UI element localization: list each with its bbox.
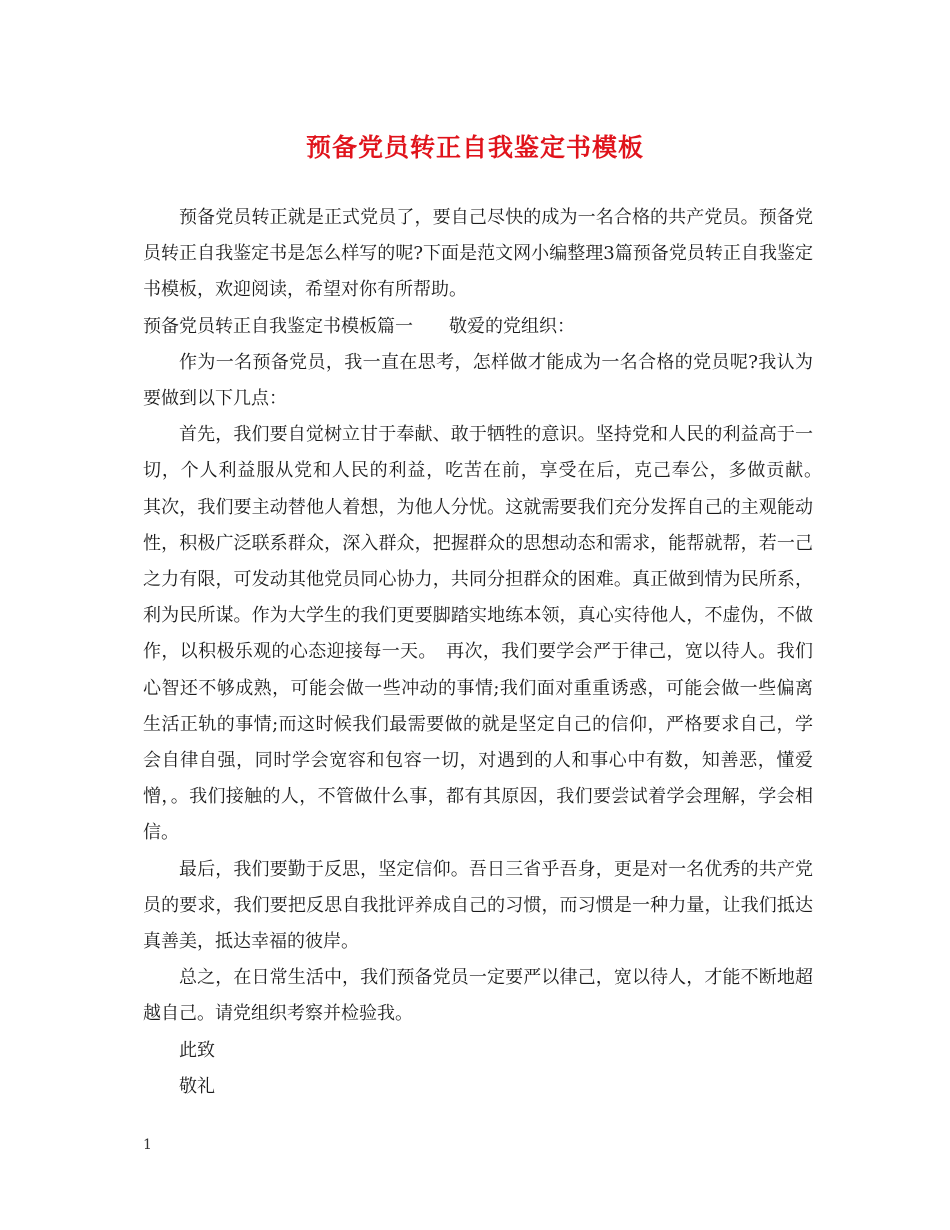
closing-line-1: 此致: [179, 1039, 215, 1061]
document-title: 预备党员转正自我鉴定书模板: [305, 133, 644, 162]
body-paragraph: 首先，我们要自觉树立甘于奉献、敢于牺牲的意识。坚持党和人民的利益高于一切，个人利益服从党和人民的利益，吃苦在前，享受在后，克己奉公，多做贡献。 其次，我们要主动替他人着想，为他人分忧。这就需要我们充分发挥自己的主观能动性，积极广泛联系群众，深入群众，把握群众的思想动态和需求，能帮就帮，若一己之力有限，可发动其他党员同心协力，共同分担群众的困难。真正做到情为民所系，利为民所谋。作为大学生的我们更要脚踏实地练本领，真心实待他人，不虚伪，不做作，以积极乐观的心态迎接每一天。 再次，我们要学会严于律己，宽以待人。我们心智还不够成熟，可能会做一些冲动的事情;我们面对重重诱惑，可能会做一些偏离生活正轨的事情;而这时候我们最需要做的就是坚定自己的信仰，严格要求自己，学会自律自强，同时学会宽容和包容一切，对遇到的人和事心中有数，知善恶，懂爱憎，。我们接触的人，不管做什么事，都有其原因，我们要尝试着学会理解，学会相信。: [143, 424, 831, 844]
section-heading-line: 预备党员转正自我鉴定书模板篇一 敬爱的党组织：: [143, 315, 575, 337]
body-paragraph: 作为一名预备党员，我一直在思考，怎样做才能成为一名合格的党员呢?我认为要做到以下几点：: [143, 351, 813, 410]
intro-paragraph: 预备党员转正就是正式党员了，要自己尽快的成为一名合格的共产党员。预备党员转正自我鉴定书是怎么样写的呢?下面是范文网小编整理3篇预备党员转正自我鉴定书模板，欢迎阅读，希望对你有所帮助。: [143, 207, 813, 301]
closing-line-2: 敬礼: [179, 1075, 215, 1097]
body-paragraph: 总之，在日常生活中，我们预备党员一定要严以律己，宽以待人，才能不断地超越自己。请党组织考察并检验我。: [143, 967, 813, 1025]
document-body: [143, 200, 831, 1105]
body-paragraph: 最后，我们要勤于反思，坚定信仰。吾日三省乎吾身，更是对一名优秀的共产党员的要求，我们要把反思自我批评养成自己的习惯，而习惯是一种力量，让我们抵达真善美，抵达幸福的彼岸。: [143, 858, 813, 953]
page-number: 1: [143, 1137, 152, 1153]
